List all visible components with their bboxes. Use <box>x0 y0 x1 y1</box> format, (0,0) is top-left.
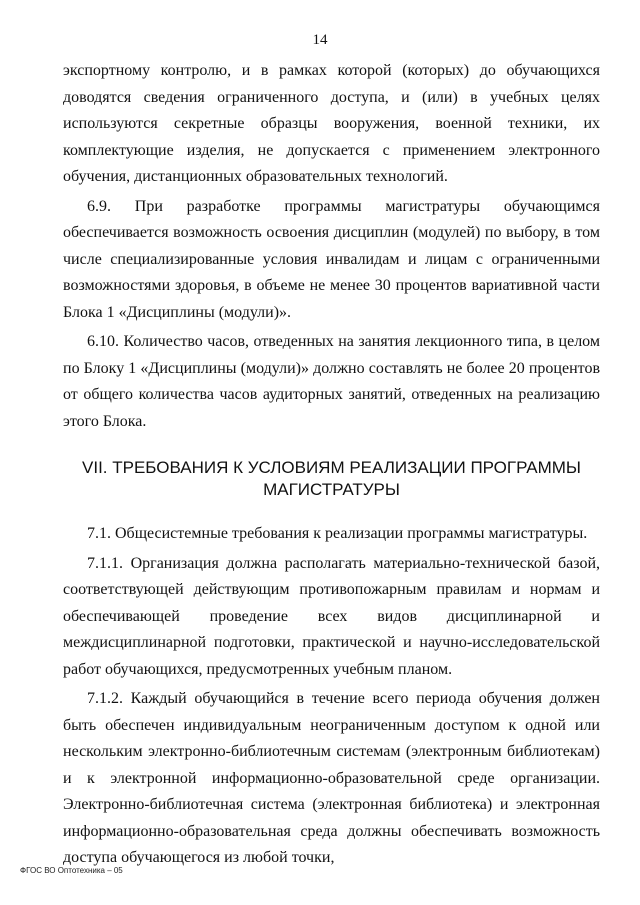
section-heading: VII. ТРЕБОВАНИЯ К УСЛОВИЯМ РЕАЛИЗАЦИИ ПРОГРАММЫ МАГИСТРАТУРЫ <box>82 458 581 499</box>
document-body <box>63 58 600 875</box>
paragraph-7-1-2: 7.1.2. Каждый обучающийся в течение всего периода обучения должен быть обеспечен индивидуальным неограниченным доступом к одной или нескольким электронно-библиотечным системам (электронным библиотекам) и к электронной информационно-образовательной среде организации. Электронно-библиотечная система (электронная библиотека) и электронная информационно-образовательная среда должны обеспечивать возможность доступа обучающегося из любой точки, <box>63 690 600 866</box>
paragraph-6-9: 6.9. При разработке программы магистратуры обучающимся обеспечивается возможность освоения дисциплин (модулей) по выбору, в том числе специализированные условия инвалидам и лицам с ограниченными возможностями здоровья, в объеме не менее 30 процентов вариативной части Блока 1 «Дисциплины (модули)». <box>63 197 600 321</box>
paragraph-7-1: 7.1. Общесистемные требования к реализации программы магистратуры. <box>87 525 588 542</box>
page-number: 14 <box>312 32 328 48</box>
paragraph-continuation: экспортному контролю, и в рамках которой (которых) до обучающихся доводятся сведения ограниченного доступа, и (или) в учебных целях используются секретные образцы вооружения, военной техники, их комплектующие изделия, не допускается с применением электронного обучения, дистанционных образовательных технологий. <box>63 62 600 185</box>
footer-doc-code: ФГОС ВО Оптотехника – 05 <box>20 866 123 875</box>
paragraph-7-1-1: 7.1.1. Организация должна располагать материально-технической базой, соответствующей действующим противопожарным правилам и нормам и обеспечивающей проведение всех видов дисциплинарной и междисциплинарной подготовки, практической и научно-исследовательской работ обучающихся, предусмотренных учебным планом. <box>63 554 600 678</box>
paragraph-6-10: 6.10. Количество часов, отведенных на занятия лекционного типа, в целом по Блоку 1 «Дисциплины (модули)» должно составлять не более 20 процентов от общего количества часов аудиторных занятий, отведенных на реализацию этого Блока. <box>63 333 600 430</box>
